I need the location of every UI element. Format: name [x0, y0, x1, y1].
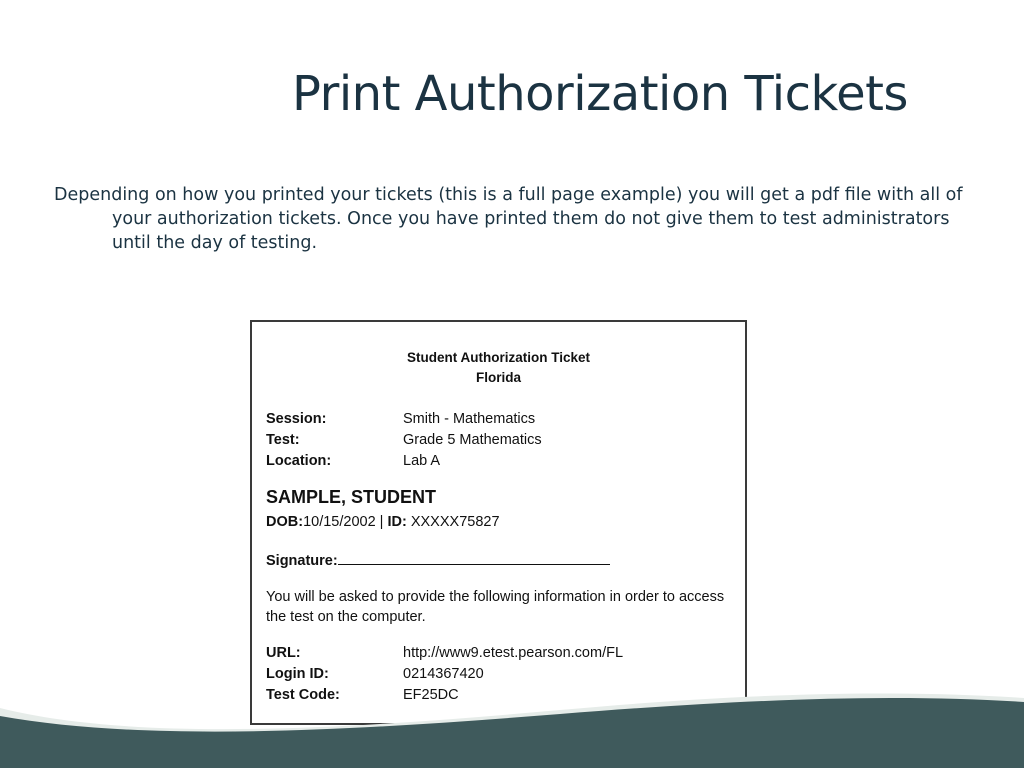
- slide-title: Print Authorization Tickets: [292, 66, 908, 122]
- session-value: Smith - Mathematics: [403, 411, 536, 427]
- test-label: Test:: [266, 432, 300, 448]
- id-label: ID:: [387, 514, 407, 530]
- ticket-state: Florida: [475, 370, 521, 385]
- authorization-ticket: [250, 320, 747, 725]
- signature-label: Signature:: [266, 553, 338, 569]
- url-row: [266, 645, 623, 661]
- dob-value: 10/15/2002: [303, 514, 376, 530]
- testcode-label: Test Code:: [266, 687, 340, 703]
- location-value: Lab A: [403, 453, 441, 469]
- login-label: Login ID:: [266, 666, 329, 682]
- session-label: Session:: [266, 411, 327, 427]
- id-value: XXXXX75827: [406, 514, 500, 530]
- session-row: [266, 411, 535, 427]
- student-name: SAMPLE, STUDENT: [266, 487, 437, 507]
- footer-wave: [0, 688, 1024, 768]
- dob-label: DOB:: [266, 514, 304, 530]
- location-row: [266, 453, 440, 469]
- login-value: 0214367420: [403, 666, 484, 682]
- signature-line: [338, 550, 610, 565]
- dob-id-line: [266, 514, 500, 530]
- url-value: http://www9.etest.pearson.com/FL: [403, 645, 624, 661]
- signature-row: [266, 550, 610, 569]
- ticket-heading: Student Authorization Ticket: [406, 350, 590, 365]
- location-label: Location:: [266, 453, 332, 469]
- separator: |: [375, 514, 388, 530]
- login-row: [266, 666, 484, 682]
- slide-body-text: Depending on how you printed your tickets (this is a full page example) you will get a pdf file with all of your authorization tickets. Once you have printed them do not give them to test administrators until the day of testing.: [54, 185, 963, 253]
- footer-wave-dark: [0, 698, 1024, 768]
- testcode-value: EF25DC: [403, 687, 459, 703]
- ticket-note: You will be asked to provide the following information in order to access the test on the computer.: [266, 589, 725, 625]
- test-row: [266, 432, 542, 448]
- url-label: URL:: [266, 645, 301, 661]
- test-value: Grade 5 Mathematics: [403, 432, 542, 448]
